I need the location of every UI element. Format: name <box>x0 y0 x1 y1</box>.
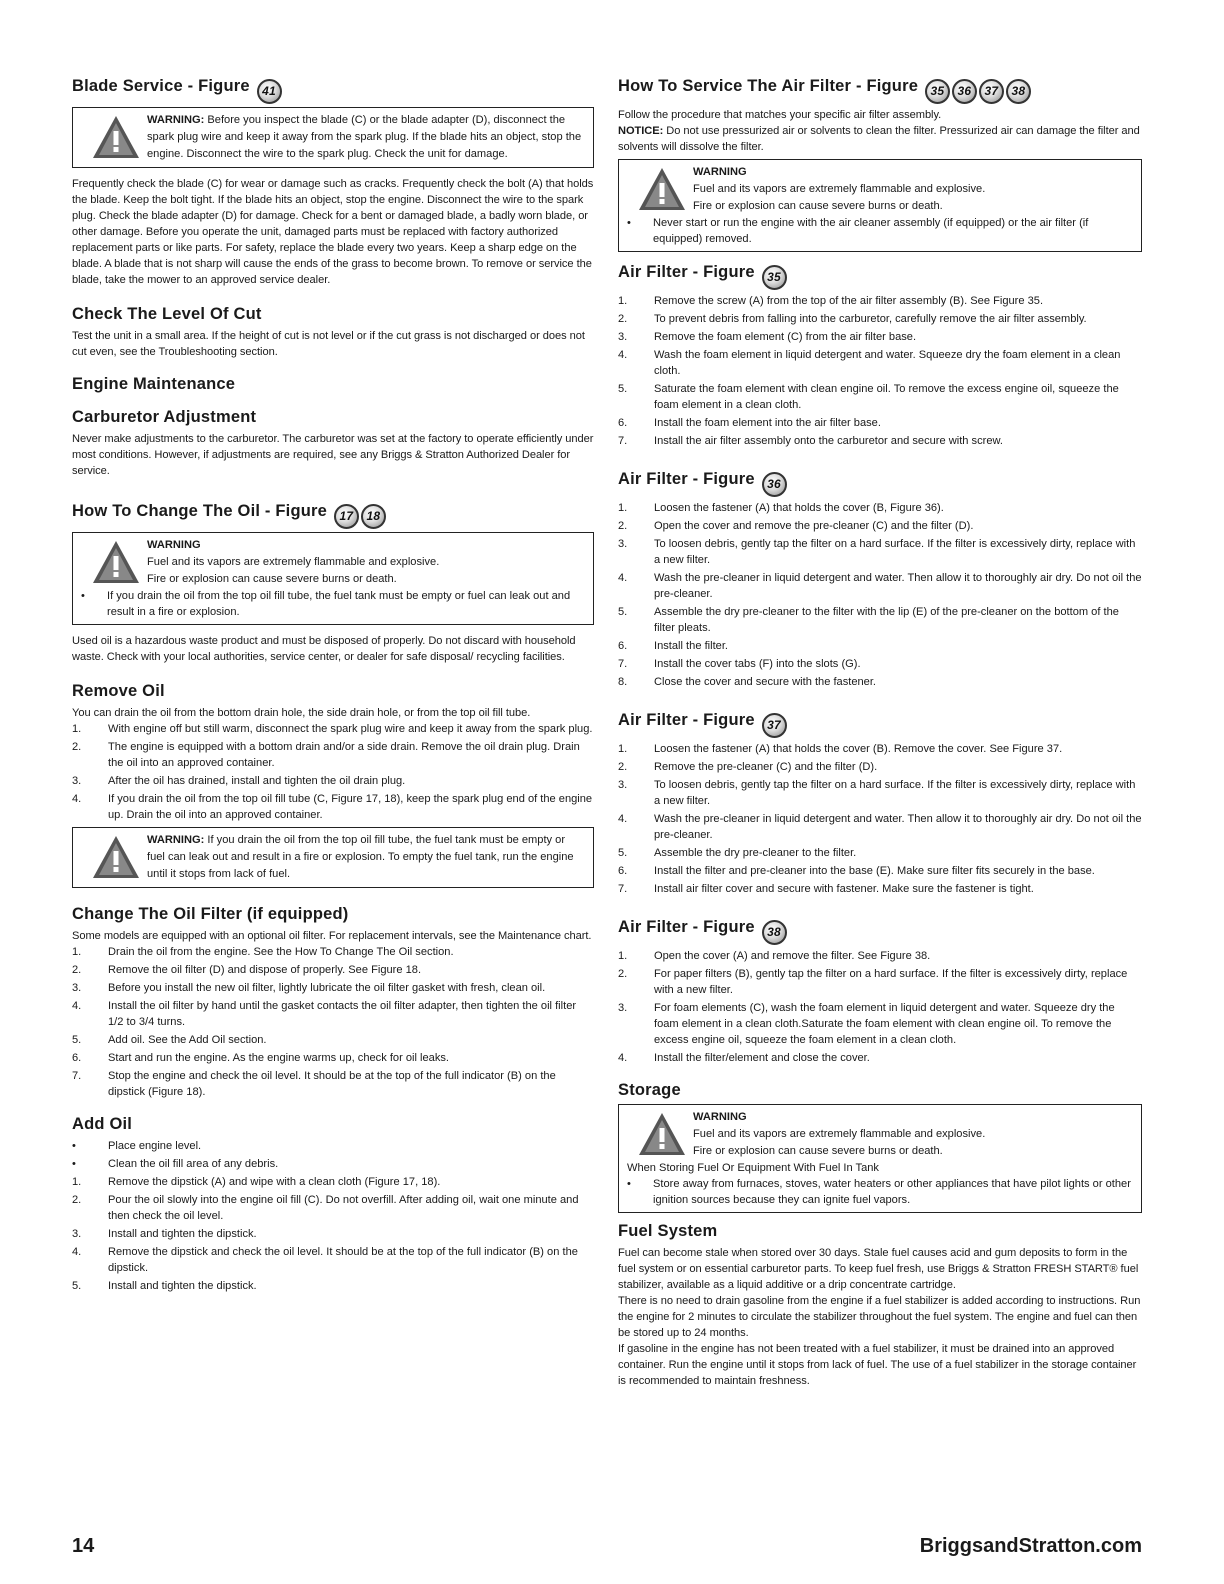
list-item: 6. Install the filter. <box>618 640 728 652</box>
list-item: 4. Wash the pre-cleaner in liquid detergent and water. Then allow it to thoroughly air dry. Do not oil the pre-cleaner. <box>618 813 1142 841</box>
list-item: 8. Close the cover and secure with the fastener. <box>618 676 876 688</box>
warning-line: Fire or explosion can cause severe burns or death. <box>693 200 943 212</box>
list-item: 2. To prevent debris from falling into the carburetor, carefully remove the air filter assembly. <box>618 313 1087 325</box>
list-item: 4. If you drain the oil from the top oil fill tube (C, Figure 17, 18), keep the spark plug end of the engine up. Drain the oil into an approved container. <box>72 793 593 821</box>
oil-filter-heading: Change The Oil Filter (if equipped) <box>72 905 349 923</box>
list-item: 1. Drain the oil from the engine. See the How To Change The Oil section. <box>72 946 454 958</box>
list-item: 7. Install the cover tabs (F) into the slots (G). <box>618 658 861 670</box>
list-item: 2. The engine is equipped with a bottom drain and/or a side drain. Remove the oil drain plug. Drain the oil into an approved container. <box>72 741 580 769</box>
list-item: 5. Assemble the dry pre-cleaner to the filter with the lip (E) of the pre-cleaner on the bottom of the filter pleats. <box>618 606 1119 634</box>
figure-37-badge: 37 <box>762 713 787 738</box>
warning-line: Fuel and its vapors are extremely flammable and explosive. <box>147 556 440 568</box>
storage-warning-box <box>618 1104 1142 1213</box>
warning-title: WARNING <box>693 1111 747 1123</box>
level-of-cut-heading: Check The Level Of Cut <box>72 305 262 323</box>
figure-35-badge: 35 <box>762 265 787 290</box>
list-item: 7. Install the air filter assembly onto the carburetor and secure with screw. <box>618 435 1003 447</box>
right-column <box>618 68 1142 1393</box>
change-oil-heading: How To Change The Oil - Figure 17 18 <box>72 501 594 529</box>
warning-label: WARNING: <box>147 114 205 126</box>
list-item: 4. Remove the dipstick and check the oil level. It should be at the top of the full indicator (B) on the dipstick. <box>72 1246 578 1274</box>
list-item: 6. Install the foam element into the air filter base. <box>618 417 881 429</box>
carburetor-paragraph: Never make adjustments to the carburetor. The carburetor was set at the factory to operate efficiently under most conditions. However, if adjustments are required, see any Briggs & Stratton Authorized Dealer for service. <box>72 433 594 477</box>
warning-line: Fuel and its vapors are extremely flammable and explosive. <box>693 1128 986 1140</box>
list-item: 4. Install the filter/element and close the cover. <box>618 1052 870 1064</box>
air-filter-36-steps <box>618 500 1142 690</box>
add-oil-heading: Add Oil <box>72 1115 133 1133</box>
warning-label: WARNING: <box>147 834 205 846</box>
list-item: 4. Install the oil filter by hand until the gasket contacts the oil filter adapter, then tighten the oil filter 1/2 to 3/4 turns. <box>72 1000 577 1028</box>
air-filter-service-heading: How To Service The Air Filter - Figure 35 36 37 38 <box>618 76 1142 104</box>
warning-triangle-icon <box>637 1111 687 1157</box>
list-item: 3. To loosen debris, gently tap the filter on a hard surface. If the filter is excessively dirty, replace with a new filter. <box>618 779 1136 807</box>
list-item: 5. Assemble the dry pre-cleaner to the filter. <box>618 847 857 859</box>
figure-38-badge: 38 <box>762 920 787 945</box>
list-item: 3. To loosen debris, gently tap the filter on a hard surface. If the filter is excessively dirty, replace with a new filter. <box>618 538 1136 566</box>
carburetor-heading: Carburetor Adjustment <box>72 408 257 426</box>
list-item: 1. With engine off but still warm, disconnect the spark plug wire and keep it away from the spark plug. <box>72 723 593 735</box>
list-item: 1. Loosen the fastener (A) that holds the cover (B, Figure 36). <box>618 502 944 514</box>
left-column <box>72 68 594 1298</box>
warning-title: WARNING <box>147 539 201 551</box>
remove-oil-warning-box <box>72 827 594 888</box>
list-item: 3. For foam elements (C), wash the foam element in liquid detergent and water. Squeeze dry the foam element in a clean cloth.Saturate the foam element with clean engine oil. To remove the excess engine oil, squeeze the foam element in a clean cloth. <box>618 1002 1115 1046</box>
warning-title: WARNING <box>693 166 747 178</box>
list-item: 1. Open the cover (A) and remove the filter. See Figure 38. <box>618 950 931 962</box>
list-item: • Clean the oil fill area of any debris. <box>72 1158 279 1170</box>
list-item: 6. Start and run the engine. As the engine warms up, check for oil leaks. <box>72 1052 450 1064</box>
warning-line: Fire or explosion can cause severe burns or death. <box>693 1145 943 1157</box>
list-item: 3. After the oil has drained, install and tighten the oil drain plug. <box>72 775 406 787</box>
figure-37-badge: 37 <box>979 79 1004 104</box>
warning-triangle-icon <box>637 166 687 212</box>
list-item: 6. Install the filter and pre-cleaner into the base (E). Make sure filter fits securely in the base. <box>618 865 1095 877</box>
list-item: 2. Remove the pre-cleaner (C) and the filter (D). <box>618 761 878 773</box>
warning-bullet: • Never start or run the engine with the air cleaner assembly (if equipped) or the air filter (if equipped) removed. <box>627 217 1089 245</box>
figure-35-badge: 35 <box>925 79 950 104</box>
list-item: 7. Stop the engine and check the oil level. It should be at the top of the full indicator (B) on the dipstick (Figure 18). <box>72 1070 556 1098</box>
list-item: 3. Install and tighten the dipstick. <box>72 1228 257 1240</box>
remove-oil-intro: You can drain the oil from the bottom drain hole, the side drain hole, or from the top oil fill tube. <box>72 707 531 719</box>
blade-warning-box <box>72 107 594 168</box>
add-oil-steps <box>72 1138 594 1294</box>
list-item: 5. Saturate the foam element with clean engine oil. To remove the excess engine oil, squeeze the foam element in a clean cloth. <box>618 383 1119 411</box>
notice-paragraph: NOTICE: Do not use pressurized air or solvents to clean the filter. Pressurized air can damage the filter and solvents will dissolve the filter. <box>618 125 1140 153</box>
oil-filter-intro: Some models are equipped with an optional oil filter. For replacement intervals, see the Maintenance chart. <box>72 930 592 942</box>
list-item: 4. Wash the foam element in liquid detergent and water. Squeeze dry the foam element in a clean cloth. <box>618 349 1121 377</box>
warning-line: Fire or explosion can cause severe burns or death. <box>147 573 397 585</box>
air-filter-38-steps <box>618 948 1142 1066</box>
figure-36-badge: 36 <box>762 472 787 497</box>
warning-triangle-icon <box>91 114 141 160</box>
air-filter-38-heading: Air Filter - Figure 38 <box>618 917 1142 945</box>
remove-oil-steps <box>72 721 594 823</box>
storage-heading: Storage <box>618 1081 681 1099</box>
warning-subheading: When Storing Fuel Or Equipment With Fuel In Tank <box>627 1162 879 1174</box>
list-item: 3. Before you install the new oil filter, lightly lubricate the oil filter gasket with fresh, clean oil. <box>72 982 546 994</box>
website-url: BriggsandStratton.com <box>919 1535 1142 1557</box>
figure-38-badge: 38 <box>1006 79 1031 104</box>
used-oil-paragraph: Used oil is a hazardous waste product and must be disposed of properly. Do not discard with household waste. Check with your local authorities, service center, or dealer for safe disposal/ recycling facilities. <box>72 635 576 663</box>
list-item: 1. Remove the screw (A) from the top of the air filter assembly (B). See Figure 35. <box>618 295 1044 307</box>
warning-line: Fuel and its vapors are extremely flammable and explosive. <box>693 183 986 195</box>
list-item: • Place engine level. <box>72 1140 202 1152</box>
list-item: 7. Install air filter cover and secure with fastener. Make sure the fastener is tight. <box>618 883 1034 895</box>
list-item: 3. Remove the foam element (C) from the air filter base. <box>618 331 917 343</box>
list-item: 1. Remove the dipstick (A) and wipe with a clean cloth (Figure 17, 18). <box>72 1176 441 1188</box>
list-item: 1. Loosen the fastener (A) that holds the cover (B). Remove the cover. See Figure 37. <box>618 743 1063 755</box>
remove-oil-heading: Remove Oil <box>72 682 165 700</box>
list-item: 2. For paper filters (B), gently tap the filter on a hard surface. If the filter is excessively dirty, replace with a new filter. <box>618 968 1128 996</box>
air-filter-intro: Follow the procedure that matches your specific air filter assembly. <box>618 109 942 121</box>
change-oil-warning-box <box>72 532 594 625</box>
list-item: 5. Add oil. See the Add Oil section. <box>72 1034 267 1046</box>
air-filter-37-steps <box>618 741 1142 897</box>
fuel-paragraph: There is no need to drain gasoline from the engine if a fuel stabilizer is added according to instructions. Run the engine for 2 minutes to circulate the stabilizer throughout the fuel system. The engine and fuel can then be stored up to 24 months. <box>618 1295 1141 1339</box>
warning-text: Before you inspect the blade (C) or the blade adapter (D), disconnect the spark plug wire and keep it away from the spark plug. If the blade hits an object, stop the engine. Disconnect the wire to the spark plug. Check the unit for damage. <box>147 114 582 160</box>
list-item: 2. Open the cover and remove the pre-cleaner (C) and the filter (D). <box>618 520 974 532</box>
figure-36-badge: 36 <box>952 79 977 104</box>
list-item: 2. Pour the oil slowly into the engine oil fill (C). Do not overfill. After adding oil, wait one minute and then check the oil level. <box>72 1194 579 1222</box>
fuel-system-heading: Fuel System <box>618 1222 718 1240</box>
engine-maintenance-heading: Engine Maintenance <box>72 375 236 393</box>
air-filter-35-steps <box>618 293 1142 449</box>
list-item: 2. Remove the oil filter (D) and dispose of properly. See Figure 18. <box>72 964 422 976</box>
warning-bullet: • Store away from furnaces, stoves, water heaters or other appliances that have pilot lights or other ignition sources because they can ignite fuel vapors. <box>627 1178 1131 1206</box>
level-of-cut-paragraph: Test the unit in a small area. If the height of cut is not level or if the cut grass is not discharged or does not cut even, see the Troubleshooting section. <box>72 330 585 358</box>
air-filter-35-heading: Air Filter - Figure 35 <box>618 262 1142 290</box>
figure-18-badge: 18 <box>361 504 386 529</box>
blade-paragraph: Frequently check the blade (C) for wear or damage such as cracks. Frequently check the bolt (A) that holds the blade. Keep the bolt tight. If the blade hits an object, stop the engine. Disconnect the wire to the spark plug. Check the blade adapter (D) for damage. Check for a bent or damaged blade, a badly worn blade, or other damage. Before you operate the unit, damaged parts must be replaced with factory authorized replacement parts or like parts. For safety, replace the blade every two years. Keep a sharp edge on the blade. A blade that is not sharp will cause the ends of the grass to become brown. To remove or service the blade, take the mower to an approved service dealer. <box>72 178 594 286</box>
figure-17-badge: 17 <box>334 504 359 529</box>
warning-triangle-icon <box>91 539 141 585</box>
warning-text: If you drain the oil from the top oil fill tube, the fuel tank must be empty or fuel can leak out and result in a fire or explosion. To empty the fuel tank, run the engine until it stops from lack of fuel. <box>147 834 574 880</box>
oil-filter-steps <box>72 944 594 1100</box>
page-number: 14 <box>72 1535 95 1557</box>
air-filter-37-heading: Air Filter - Figure 37 <box>618 710 1142 738</box>
fuel-paragraph: Fuel can become stale when stored over 30 days. Stale fuel causes acid and gum deposits to form in the fuel system or on essential carburetor parts. To keep fuel fresh, use Briggs & Stratton FRESH START® fuel stabilizer, available as a liquid additive or a drip concentrate cartridge. <box>618 1247 1139 1291</box>
list-item: 5. Install and tighten the dipstick. <box>72 1280 257 1292</box>
list-item: 4. Wash the pre-cleaner in liquid detergent and water. Then allow it to thoroughly air dry. Do not oil the pre-cleaner. <box>618 572 1142 600</box>
air-filter-warning-box <box>618 159 1142 252</box>
warning-bullet: • If you drain the oil from the top oil fill tube, the fuel tank must be empty or fuel can leak out and result in a fire or explosion. <box>81 590 571 618</box>
blade-service-heading: Blade Service - Figure 41 <box>72 76 594 104</box>
figure-41-badge: 41 <box>257 79 282 104</box>
fuel-paragraph: If gasoline in the engine has not been treated with a fuel stabilizer, it must be drained into an approved container. Run the engine until it stops from lack of fuel. The use of a fuel stabilizer in the storage container is recommended to maintain freshness. <box>618 1343 1137 1387</box>
air-filter-36-heading: Air Filter - Figure 36 <box>618 469 1142 497</box>
warning-triangle-icon <box>91 834 141 880</box>
